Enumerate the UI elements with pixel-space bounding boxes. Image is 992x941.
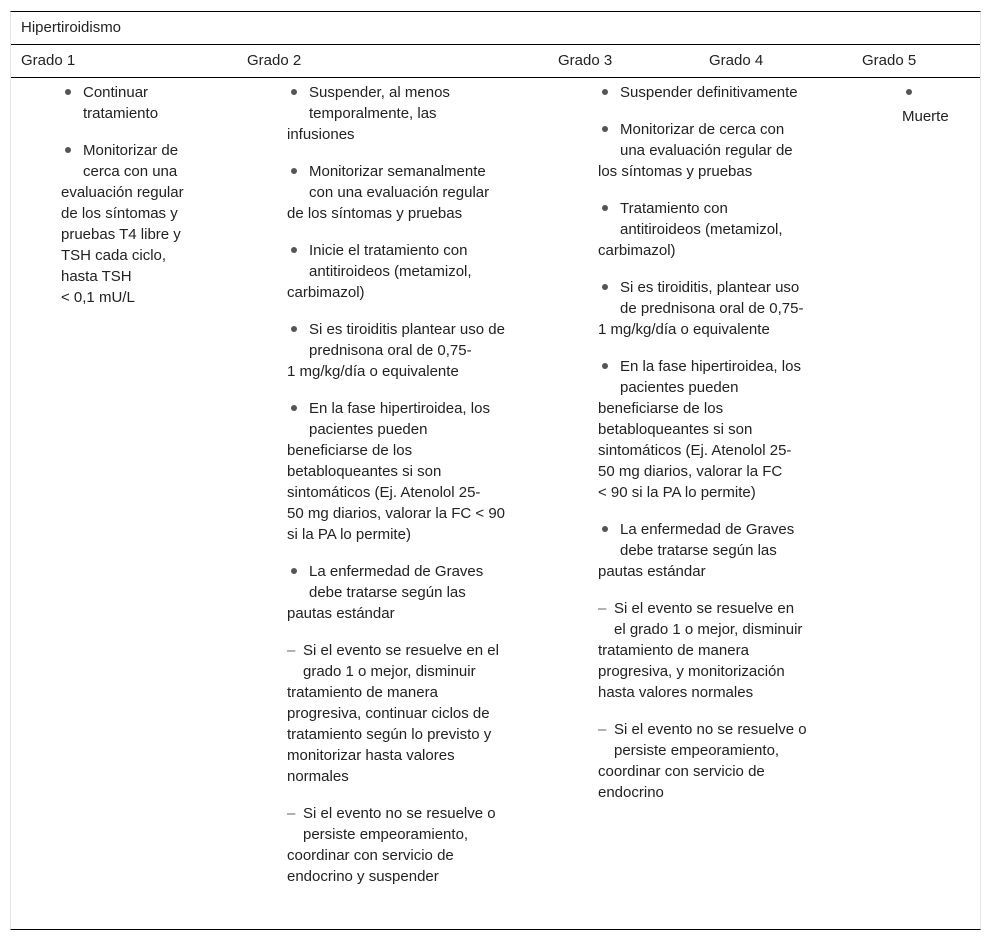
bullet-icon: [291, 568, 297, 574]
sub-list-item-line: persiste empeoramiento,: [614, 742, 780, 759]
list-item-line: carbimazol): [287, 284, 365, 301]
table-title: Hipertiroidismo: [21, 19, 122, 36]
list-item: [598, 119, 848, 182]
sub-list-item-line: persiste empeoramiento,: [303, 826, 469, 843]
list-item-line: de los síntomas y: [61, 205, 178, 222]
list-item-line: si la PA lo permite): [287, 526, 411, 543]
list-item-line: pautas estándar: [598, 563, 706, 580]
sub-list-item-line: Si el evento no se resuelve o: [303, 805, 496, 822]
bullet-icon: [602, 205, 608, 211]
table-header-row: [11, 45, 980, 78]
list-item-line: antitiroideos (metamizol,: [620, 221, 783, 238]
sub-list-item-line: Si el evento se resuelve en: [614, 600, 795, 617]
list-item-line: 50 mg diarios, valorar la FC: [598, 463, 783, 480]
list-item-line: 50 mg diarios, valorar la FC < 90: [287, 505, 506, 522]
list-item-line: pacientes pueden: [620, 379, 739, 396]
list-item-line: debe tratarse según las: [620, 542, 777, 559]
list-item-line: evaluación regular: [61, 184, 184, 201]
list-item-line: temporalmente, las: [309, 105, 437, 122]
list-item: [61, 140, 211, 308]
bullet-icon: [602, 526, 608, 532]
bullet-icon: [602, 363, 608, 369]
list-item-line: Monitorizar de cerca con: [620, 121, 785, 138]
list-item: [287, 82, 537, 145]
list-item-line: En la fase hipertiroidea, los: [620, 358, 801, 375]
list-item: [598, 82, 848, 103]
hypertiroidism-table: [10, 11, 981, 930]
sub-list-item-line: tratamiento de manera: [598, 642, 749, 659]
list-item-line: beneficiarse de los: [287, 442, 413, 459]
bullet-icon: [291, 168, 297, 174]
list-item-line: En la fase hipertiroidea, los: [309, 400, 490, 417]
list-item-line: La enfermedad de Graves: [309, 563, 484, 580]
list-item: [598, 198, 848, 261]
sub-list-item-line: endocrino: [598, 784, 664, 801]
list-item-line: TSH cada ciclo,: [61, 247, 167, 264]
list-item-line: sintomáticos (Ej. Atenolol 25-: [287, 484, 481, 501]
list-item-line: betabloqueantes si son: [287, 463, 442, 480]
dash-marker: –: [287, 642, 296, 659]
sub-list-item-line: tratamiento de manera: [287, 684, 438, 701]
bullet-icon: [291, 247, 297, 253]
grade2-column: [287, 82, 537, 903]
bullet-icon: [291, 405, 297, 411]
list-item-line: Suspender, al menos: [309, 84, 450, 101]
list-item-line: 1 mg/kg/día o equivalente: [598, 321, 770, 338]
list-item-line: beneficiarse de los: [598, 400, 724, 417]
list-item-line: prednisona oral de 0,75-: [309, 342, 472, 359]
list-item-line: una evaluación regular de: [620, 142, 793, 159]
sub-list-item-line: tratamiento según lo previsto y: [287, 726, 492, 743]
list-item-line: debe tratarse según las: [309, 584, 466, 601]
grade1-column: [61, 82, 211, 324]
sub-list-item: [287, 640, 537, 787]
list-item: [61, 82, 211, 124]
list-item-line: Suspender definitivamente: [620, 84, 798, 101]
sub-list-item-line: coordinar con servicio de: [287, 847, 454, 864]
sub-list-item-line: endocrino y suspender: [287, 868, 439, 885]
sub-list-item-line: normales: [287, 768, 349, 785]
list-item-line: pacientes pueden: [309, 421, 428, 438]
bullet-icon: [65, 89, 71, 95]
grade5-outcome: Muerte: [902, 108, 949, 125]
list-item-line: pruebas T4 libre y: [61, 226, 181, 243]
list-item: [287, 240, 537, 303]
sub-list-item-line: hasta valores normales: [598, 684, 754, 701]
grade34-column: [598, 82, 848, 819]
bullet-icon: [906, 89, 912, 95]
bullet-icon: [291, 89, 297, 95]
list-item: [287, 561, 537, 624]
list-item-line: hasta TSH: [61, 268, 132, 285]
list-item-line: de los síntomas y pruebas: [287, 205, 463, 222]
list-item-line: La enfermedad de Graves: [620, 521, 795, 538]
list-item: [598, 277, 848, 340]
header-grado-1: Grado 1: [21, 52, 76, 69]
list-item: [598, 356, 848, 503]
sub-list-item: [598, 598, 848, 703]
sub-list-item-line: el grado 1 o mejor, disminuir: [614, 621, 803, 638]
list-item-line: antitiroideos (metamizol,: [309, 263, 472, 280]
sub-list-item: [598, 719, 848, 803]
header-grado-4: Grado 4: [709, 52, 764, 69]
list-item-line: betabloqueantes si son: [598, 421, 753, 438]
list-item-line: Si es tiroiditis plantear uso de: [309, 321, 505, 338]
list-item-line: < 90 si la PA lo permite): [598, 484, 756, 501]
list-item-line: cerca con una: [83, 163, 178, 180]
sub-list-item-line: Si el evento se resuelve en el: [303, 642, 499, 659]
table-title-row: [11, 12, 980, 45]
header-grado-2: Grado 2: [247, 52, 302, 69]
list-item-line: Continuar: [83, 84, 149, 101]
bullet-icon: [602, 89, 608, 95]
list-item-line: sintomáticos (Ej. Atenolol 25-: [598, 442, 792, 459]
dash-marker: –: [287, 805, 296, 822]
bullet-icon: [291, 326, 297, 332]
list-item-line: Inicie el tratamiento con: [309, 242, 468, 259]
sub-list-item-line: progresiva, continuar ciclos de: [287, 705, 490, 722]
sub-list-item-line: progresiva, y monitorización: [598, 663, 785, 680]
header-grado-5: Grado 5: [862, 52, 917, 69]
bullet-icon: [65, 147, 71, 153]
list-item-line: carbimazol): [598, 242, 676, 259]
sub-list-item-line: Si el evento no se resuelve o: [614, 721, 807, 738]
dash-marker: –: [598, 721, 607, 738]
list-item-line: los síntomas y pruebas: [598, 163, 753, 180]
list-item: [287, 319, 537, 382]
list-item: [598, 519, 848, 582]
sub-list-item-line: coordinar con servicio de: [598, 763, 765, 780]
list-item: [287, 161, 537, 224]
list-item-line: Si es tiroiditis, plantear uso: [620, 279, 800, 296]
header-grado-3: Grado 3: [558, 52, 613, 69]
bullet-icon: [602, 284, 608, 290]
bullet-icon: [602, 126, 608, 132]
list-item-line: tratamiento: [83, 105, 159, 122]
list-item-line: < 0,1 mU/L: [61, 289, 135, 306]
list-item-line: 1 mg/kg/día o equivalente: [287, 363, 459, 380]
sub-list-item-line: monitorizar hasta valores: [287, 747, 455, 764]
list-item-line: de prednisona oral de 0,75-: [620, 300, 804, 317]
list-item-line: con una evaluación regular: [309, 184, 490, 201]
list-item: [287, 398, 537, 545]
sub-list-item-line: grado 1 o mejor, disminuir: [303, 663, 476, 680]
list-item-line: Tratamiento con: [620, 200, 728, 217]
dash-marker: –: [598, 600, 607, 617]
list-item-line: Monitorizar semanalmente: [309, 163, 486, 180]
list-item-line: pautas estándar: [287, 605, 395, 622]
sub-list-item: [287, 803, 537, 887]
list-item-line: Monitorizar de: [83, 142, 179, 159]
list-item-line: infusiones: [287, 126, 355, 143]
